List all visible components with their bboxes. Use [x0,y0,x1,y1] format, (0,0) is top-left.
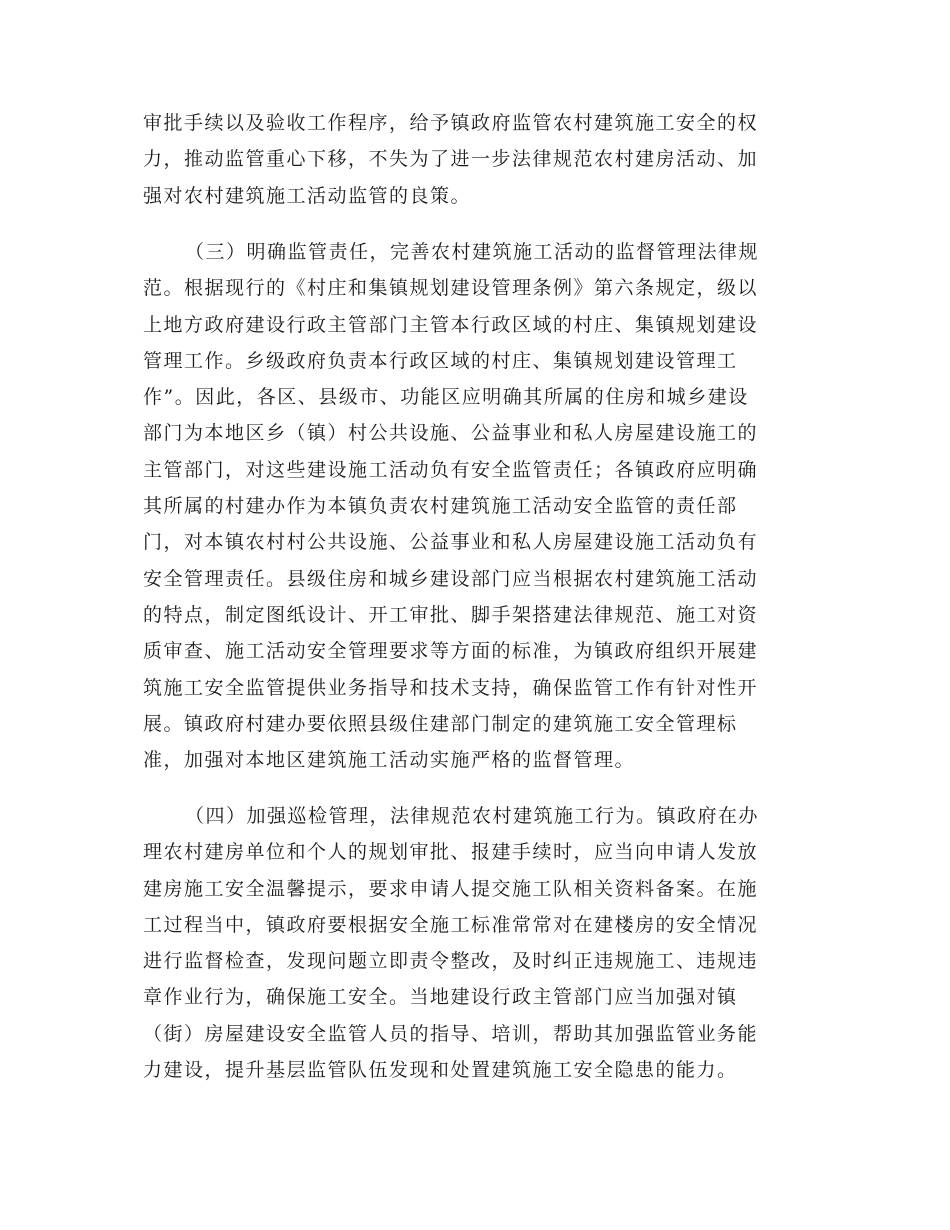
text-line: 的特点，制定图纸设计、开工审批、脚手架搭建法律规范、施工对资 [143,603,759,626]
text-line: 上地方政府建设行政主管部门主管本行政区域的村庄、集镇规划建设 [143,313,759,336]
text-line: 力建设，提升基层监管队伍发现和处置建筑施工安全隐患的能力。 [143,1059,738,1082]
text-line: 门，对本镇农村村公共设施、公益事业和私人房屋建设施工活动负有 [143,531,759,554]
text-line: 范。根据现行的《村庄和集镇规划建设管理条例》第六条规定，级以 [143,277,759,300]
text-line: 质审查、施工活动安全管理要求等方面的标准，为镇政府组织开展建 [143,640,759,663]
text-line: 力，推动监管重心下移，不失为了进一步法律规范农村建房活动、加 [143,148,759,171]
text-line: 工过程当中，镇政府要根据安全施工标准常常对在建楼房的安全情况 [143,913,759,936]
text-line: 管理工作。乡级政府负责本行政区域的村庄、集镇规划建设管理工 [143,349,738,372]
text-line: 展。镇政府村建办要依照县级住建部门制定的建筑施工安全管理标 [143,712,738,735]
paragraph-section-4 [143,798,813,1088]
text-line: 理农村建房单位和个人的规划审批、报建手续时，应当向申请人发放 [143,841,759,864]
text-line: 主管部门，对这些建设施工活动负有安全监管责任；各镇政府应明确 [143,458,759,481]
paragraph-continuation [143,105,813,214]
text-line: 安全管理责任。县级住房和城乡建设部门应当根据农村建筑施工活动 [143,567,759,590]
paragraph-section-3 [143,234,813,778]
text-line: （街）房屋建设安全监管人员的指导、培训，帮助其加强监管业务能 [143,1022,759,1045]
text-line: 强对农村建筑施工活动监管的良策。 [143,184,472,207]
text-line: 建房施工安全温馨提示，要求申请人提交施工队相关资料备案。在施 [143,877,759,900]
text-line: 部门为本地区乡（镇）村公共设施、公益事业和私人房屋建设施工的 [143,422,759,445]
text-line: （三）明确监管责任，完善农村建筑施工活动的监督管理法律规 [185,241,760,263]
text-line: 筑施工安全监管提供业务指导和技术支持，确保监管工作有针对性开 [143,676,759,699]
text-line: （四）加强巡检管理，法律规范农村建筑施工行为。镇政府在办 [185,805,760,827]
text-line: 作”。因此，各区、县级市、功能区应明确其所属的住房和城乡建设 [143,386,749,409]
text-line: 章作业行为，确保施工安全。当地建设行政主管部门应当加强对镇 [143,986,738,1009]
text-line: 审批手续以及验收工作程序，给予镇政府监管农村建筑施工安全的权 [143,112,759,134]
text-line: 准，加强对本地区建筑施工活动实施严格的监督管理。 [143,749,636,772]
text-line: 进行监督检查，发现问题立即责令整改，及时纠正违规施工、违规违 [143,950,759,973]
text-line: 其所属的村建办作为本镇负责农村建筑施工活动安全监管的责任部 [143,495,738,518]
